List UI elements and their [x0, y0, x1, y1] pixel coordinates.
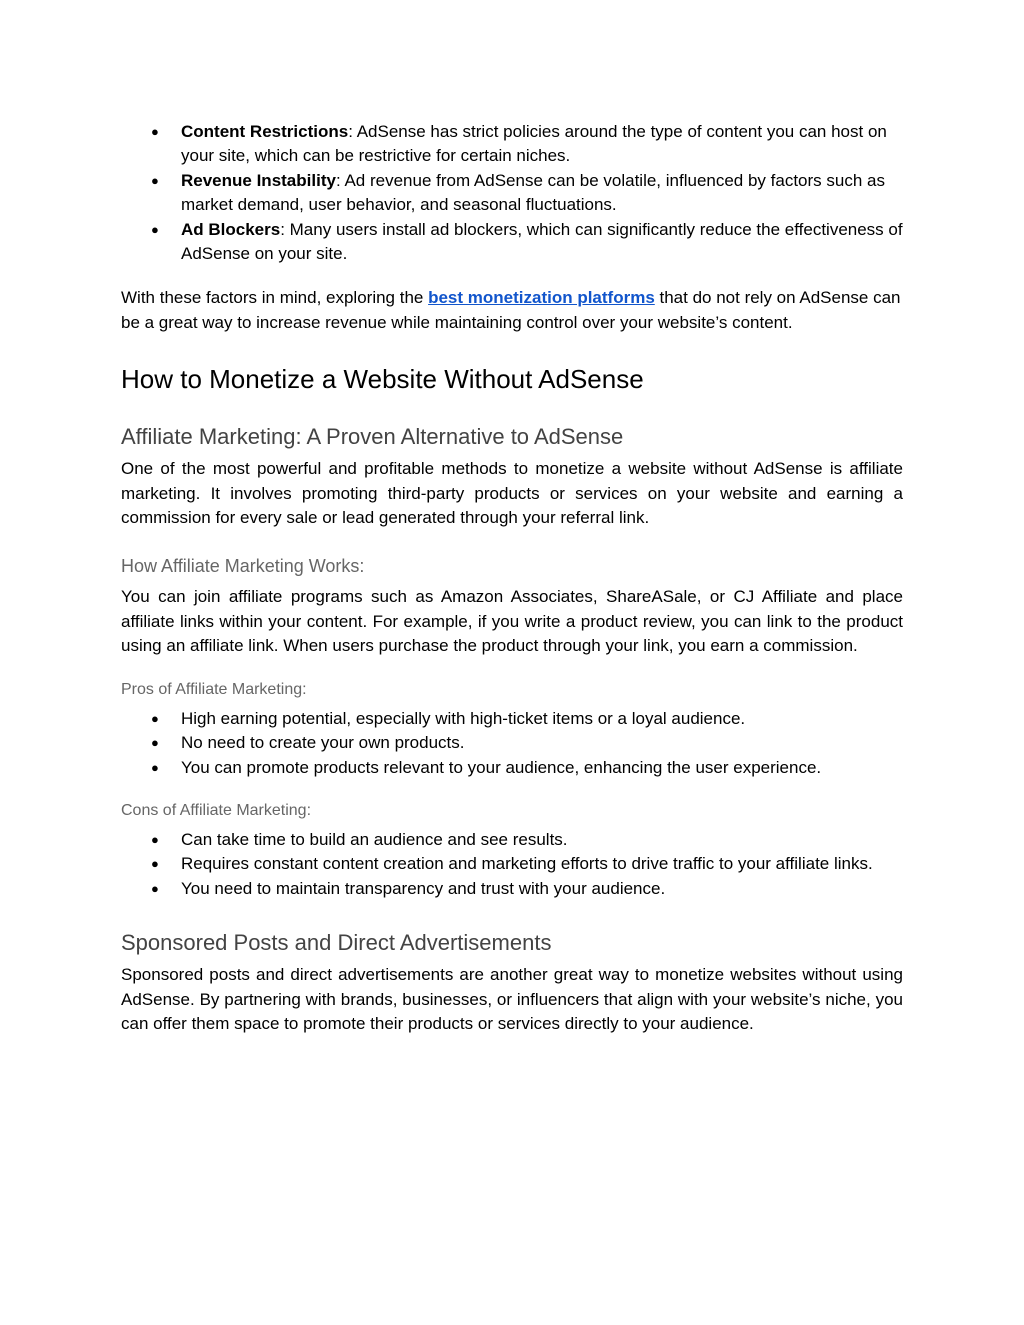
bullet-term: Revenue Instability: [181, 170, 336, 190]
heading-monetize-without-adsense: How to Monetize a Website Without AdSense: [121, 364, 644, 395]
bullet-icon: ●: [151, 759, 159, 775]
heading-affiliate-marketing: Affiliate Marketing: A Proven Alternative to AdSense: [121, 424, 624, 450]
heading-cons-affiliate: Cons of Affiliate Marketing:: [121, 801, 312, 819]
list-item: [121, 756, 903, 780]
pros-item-text: No need to create your own products.: [181, 733, 465, 753]
list-item: [121, 731, 903, 755]
heading-how-affiliate-works: How Affiliate Marketing Works:: [121, 556, 365, 577]
sponsored-paragraph: Sponsored posts and direct advertisements are another great way to monetize websites without using AdSense. By partnering with brands, businesses, or influencers that align with your website’s niche, you can offer them space to promote their products or services directly to your audience.: [121, 965, 903, 1033]
bullet-icon: ●: [151, 880, 159, 896]
cons-item-text: You need to maintain transparency and trust with your audience.: [181, 878, 666, 898]
best-monetization-platforms-link[interactable]: best monetization platforms: [428, 288, 655, 308]
bullet-term: Content Restrictions: [181, 122, 349, 141]
bullet-icon: ●: [151, 735, 159, 751]
pros-item-text: High earning potential, especially with high-ticket items or a loyal audience.: [181, 708, 746, 728]
list-item: [121, 218, 903, 267]
list-item: [121, 707, 903, 731]
list-item: [121, 828, 903, 852]
intro-bullet-list: [121, 120, 903, 266]
affiliate-paragraph: One of the most powerful and profitable methods to monetize a website without AdSense is affiliate marketing. It involves promoting third-party products or services on your website and earning a commission for every sale or lead generated through your referral link.: [121, 459, 903, 528]
bullet-term: Ad Blockers: [181, 219, 281, 239]
bullet-icon: ●: [151, 831, 159, 847]
list-item: [121, 169, 903, 218]
bullet-icon: ●: [151, 710, 159, 726]
bullet-text: : Many users install ad blockers, which can significantly reduce the effectiveness of AdSense on your site.: [181, 219, 903, 264]
bullet-text: : Ad revenue from AdSense can be volatile, influenced by factors such as market demand, user behavior, and seasonal fluctuations.: [181, 170, 885, 215]
cons-item-text: Requires constant content creation and marketing efforts to drive traffic to your affiliate links.: [181, 854, 873, 874]
heading-pros-affiliate: Pros of Affiliate Marketing:: [121, 680, 307, 698]
bullet-text: : AdSense has strict policies around the type of content you can host on your site, which can be restrictive for certain niches.: [181, 122, 887, 166]
bullet-icon: ●: [151, 124, 159, 139]
bullet-icon: ●: [151, 856, 159, 872]
affiliate-works-paragraph: You can join affiliate programs such as Amazon Associates, ShareASale, or CJ Affiliate and place affiliate links within your content. For example, if you write a product review, you can link to the product using an affiliate link. When users purchase the product through your link, you earn a commission.: [121, 587, 903, 656]
pros-item-text: You can promote products relevant to your audience, enhancing the user experience.: [181, 757, 822, 777]
factors-paragraph: [121, 286, 903, 335]
list-item: [121, 852, 903, 876]
factors-text-before: With these factors in mind, exploring the: [121, 288, 429, 308]
bullet-icon: ●: [151, 221, 159, 237]
cons-item-text: Can take time to build an audience and see results.: [181, 829, 568, 849]
pros-list: [121, 707, 903, 780]
document-page: [121, 118, 903, 1036]
heading-sponsored-posts: Sponsored Posts and Direct Advertisements: [121, 930, 552, 956]
bullet-icon: ●: [151, 172, 159, 188]
list-item: [121, 877, 903, 901]
factors-text-after: that do not rely on AdSense can be a great way to increase revenue while maintaining control over your website’s content.: [121, 288, 901, 332]
cons-list: [121, 828, 903, 901]
list-item: [121, 120, 903, 169]
